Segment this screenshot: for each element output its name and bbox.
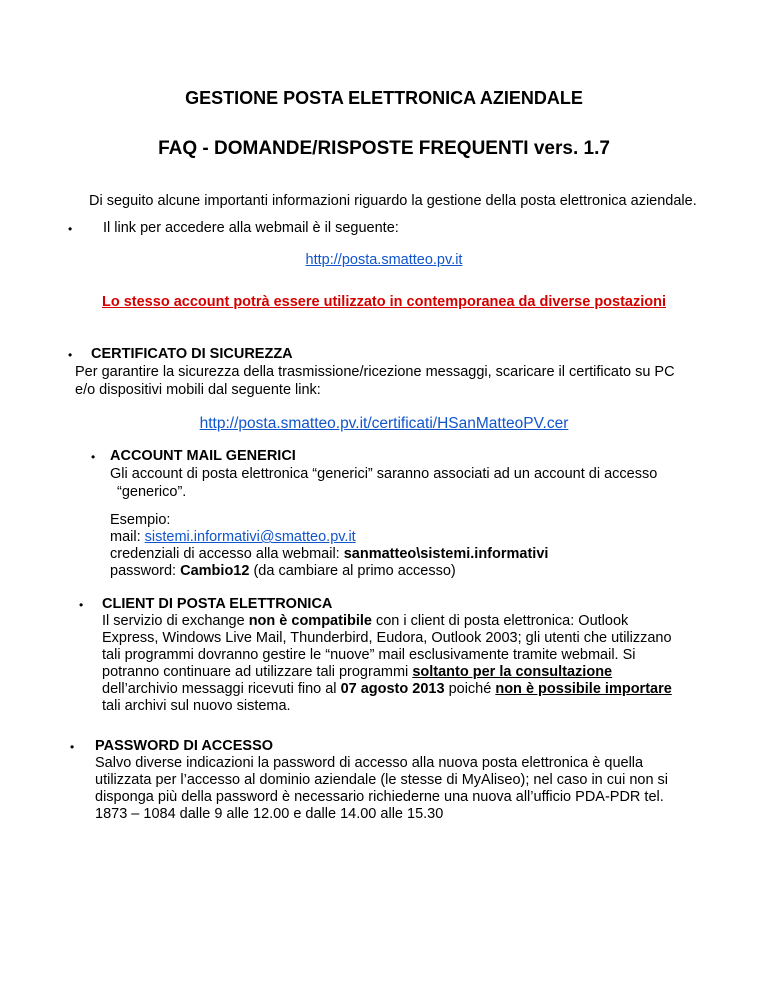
generic-heading: ACCOUNT MAIL GENERICI: [110, 448, 296, 464]
example-password: [110, 563, 456, 580]
example-mail: [110, 529, 356, 546]
generic-line-1: Gli account di posta elettronica “generici” saranno associati ad un account di accesso: [110, 466, 658, 482]
webmail-note: Lo stesso account potrà essere utilizzato in contemporanea da diverse postazioni: [101, 294, 667, 310]
certificate-line-1: Per garantire la sicurezza della trasmissione/ricezione messaggi, scaricare il certificato su PC: [75, 364, 675, 380]
client-line-2: Express, Windows Live Mail, Thunderbird, Eudora, Outlook 2003; gli utenti che utilizzano: [102, 630, 672, 646]
bullet-icon: •: [79, 598, 84, 612]
client-underline: non è possibile importare: [495, 681, 672, 697]
client-line-6: tali archivi sul nuovo sistema.: [102, 698, 291, 714]
client-line-5: [102, 681, 672, 698]
certificate-line-2: e/o dispositivi mobili dal seguente link:: [75, 382, 321, 398]
client-text: Il servizio di exchange: [102, 613, 249, 629]
page-subtitle: FAQ - DOMANDE/RISPOSTE FREQUENTI vers. 1.7: [158, 138, 610, 159]
password-heading: PASSWORD DI ACCESSO: [95, 738, 274, 754]
password-line-4: 1873 – 1084 dalle 9 alle 12.00 e dalle 14.00 alle 15.30: [95, 806, 444, 822]
example-mail-link[interactable]: sistemi.informativi@smatteo.pv.it: [144, 529, 356, 545]
bullet-icon: •: [91, 450, 96, 464]
password-value: Cambio12: [180, 563, 250, 579]
client-line-1: [102, 613, 628, 630]
intro-text: Di seguito alcune importanti informazioni riguardo la gestione della posta elettronica aziendale.: [89, 193, 697, 209]
password-label: password:: [110, 563, 181, 579]
credentials-value: sanmatteo\sistemi.informativi: [343, 546, 549, 562]
generic-line-2: “generico”.: [117, 484, 187, 500]
example-label: Esempio:: [110, 512, 171, 528]
client-line-4: [102, 664, 612, 681]
password-note: (da cambiare al primo accesso): [249, 563, 456, 579]
client-text: con i client di posta elettronica: Outlook: [371, 613, 629, 629]
password-line-2: utilizzata per l’accesso al dominio aziendale (le stesse di MyAliseo); nel caso in cui non si: [95, 772, 669, 788]
client-line-3: tali programmi dovranno gestire le “nuove” mail esclusivamente tramite webmail. Si: [102, 647, 636, 663]
bullet-icon: •: [68, 348, 73, 362]
password-line-1: Salvo diverse indicazioni la password di accesso alla nuova posta elettronica è quella: [95, 755, 644, 771]
password-line-3: disponga più della password è necessario richiederne una nuova all’ufficio PDA-PDR tel.: [95, 789, 664, 805]
webmail-note-row: [0, 294, 768, 310]
webmail-text: Il link per accedere alla webmail è il seguente:: [103, 220, 399, 236]
client-bold: non è compatibile: [248, 613, 372, 629]
credentials-label: credenziali di accesso alla webmail:: [110, 546, 344, 562]
client-heading: CLIENT DI POSTA ELETTRONICA: [102, 596, 333, 612]
client-date: 07 agosto 2013: [340, 681, 445, 697]
example-credentials: [110, 546, 548, 563]
bullet-icon: •: [70, 740, 75, 754]
client-text: poiché: [444, 681, 496, 697]
client-text: potranno continuare ad utilizzare tali programmi: [102, 664, 413, 680]
client-underline: soltanto per la consultazione: [412, 664, 613, 680]
webmail-link-row: [0, 252, 768, 268]
certificate-link-row: [0, 415, 768, 433]
mail-label: mail:: [110, 529, 145, 545]
bullet-icon: •: [68, 222, 73, 236]
page-title: GESTIONE POSTA ELETTRONICA AZIENDALE: [185, 88, 583, 108]
certificate-heading: CERTIFICATO DI SICUREZZA: [91, 346, 293, 362]
client-text: dell’archivio messaggi ricevuti fino al: [102, 681, 341, 697]
webmail-link[interactable]: http://posta.smatteo.pv.it: [305, 252, 463, 268]
certificate-link[interactable]: http://posta.smatteo.pv.it/certificati/HSanMatteoPV.cer: [199, 415, 569, 432]
